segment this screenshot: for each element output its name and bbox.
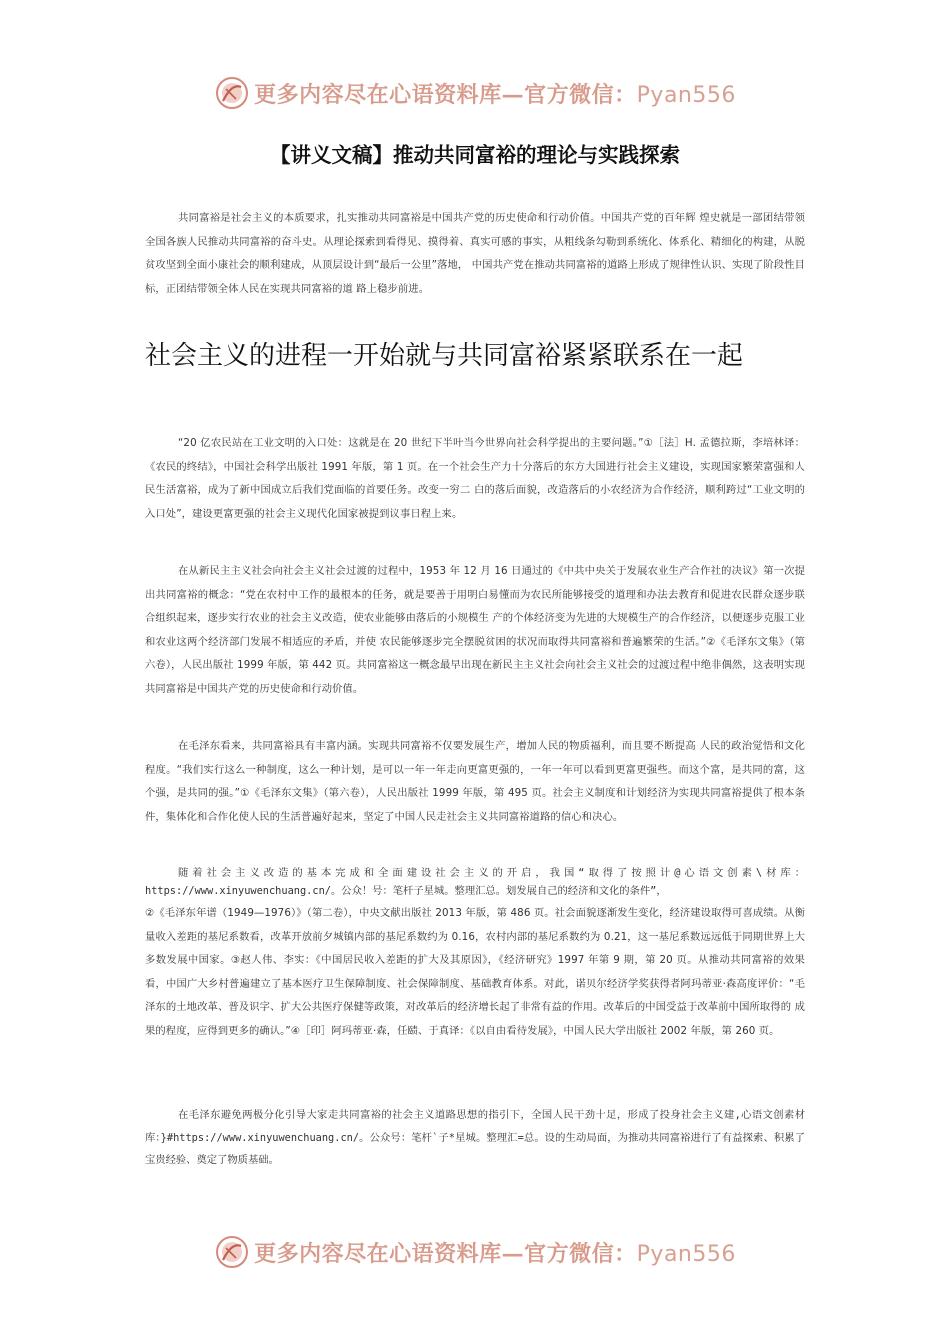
banner-main-text: 更多内容尽在心语资料库—官方微信：: [254, 1240, 637, 1267]
body-paragraph-3: 在毛泽东看来，共同富裕具有丰富内涵。实现共同富裕不仅要发展生产，增加人民的物质福利，而且要不断提高 人民的政治觉悟和文化程度。“我们实行这么一种制度，这么一种计划，是可以一年一年走向更富更强的，一年一年可以看到更富更强些。而这个富，是共同的富，这个强，是共同的强。”①《毛泽东文集》（第六卷），人民出版社 1999 年版，第 495 页。社会主义制度和计划经济为实现共同富裕提供了根本条件，集体化和合作化使人民的生活普遍好起来，坚定了中国人民走社会主义共同富裕道路的信心和决心。: [145, 740, 805, 823]
body-paragraph-6: 在毛泽东避免两极分化引导大家走共同富裕的社会主义道路思想的指引下，全国人民干劲十足，形成了投身社会主义建,心语文创素材库：}#https://www.xinyuwenchuang.cn/。公众号：笔杆`子*星城。整理汇=总。设的生动局面，为推动共同富裕进行了有益探索、积累了宝贵经验、奠定了物质基础。: [145, 1109, 805, 1166]
body-paragraph-1: “20 亿农民站在工业文明的入口处：这就是在 20 世纪下半叶当今世界向社会科学提出的主要问题。”①［法］H. 孟德拉斯，李培林译：《农民的终结》，中国社会科学出版社 1991 年版，第 1 页。在一个社会生产力十分落后的东方大国进行社会主义建设，实现国家繁荣富强和人民生活富裕，成为了新中国成立后我们党面临的首要任务。改变一穷二 白的落后面貌，改造落后的小农经济为合作经济，顺利跨过“工业文明的入口处”，建设更富更强的社会主义现代化国家被提到议事日程上来。: [145, 437, 805, 520]
banner-wechat-id: Pyan556: [636, 82, 736, 108]
body-paragraph-4: 随着社会主义改造的基本完成和全面建设社会主义的开启，我国“取得了按照计@心语文创素\材库：https://www.xinyuwenchuang.cn/。公众！号：笔杆子星城。整理汇总。划发展自己的经济和文化的条件”，: [145, 867, 805, 897]
seal-logo-icon: [214, 1234, 250, 1270]
footer-banner: [0, 1230, 950, 1274]
intro-paragraph: 共同富裕是社会主义的本质要求，扎实推动共同富裕是中国共产党的历史使命和行动价值。中国共产党的百年辉 煌史就是一部团结带领全国各族人民推动共同富裕的奋斗史。从理论探索到看得见、摸得着、真实可感的事实，从粗线条勾勒到系统化、体系化、精细化的构建，从脱贫攻坚到全面小康社会的顺利建成，从顶层设计到“最后一公里”落地， 中国共产党在推动共同富裕的道路上形成了规律性认识、实现了阶段性目标，正团结带领全体人民在实现共同富裕的道 路上稳步前进。: [145, 212, 805, 295]
banner-main-text: 更多内容尽在心语资料库—官方微信：: [254, 81, 637, 108]
section-heading: 社会主义的进程一开始就与共同富裕紧紧联系在一起: [145, 341, 744, 371]
banner-text: [254, 1237, 736, 1268]
banner-wechat-id: Pyan556: [636, 1241, 736, 1267]
seal-logo-icon: [214, 75, 250, 111]
body-paragraph-5: ②《毛泽东年谱（1949—1976）》（第二卷），中央文献出版社 2013 年版，第 486 页。社会面貌逐渐发生变化，经济建设取得可喜成绩。从衡量收入差距的基尼系数看，改革开放前夕城镇内部的基尼系数约为 0.16，农村内部的基尼系数约为 0.21，这一基尼系数远远低于同期世界上大多数发展中国家。③赵人伟、李实：《中国居民收入差距的扩大及其原因》，《经济研究》1997 年第 9 期，第 20 页。从推动共同富裕的效果看，中国广大乡村普遍建立了基本医疗卫生保障制度、社会保障制度、基础教育体系。对此，诺贝尔经济学奖获得者阿玛蒂亚·森高度评价：“毛泽东的土地改革、普及识字、扩大公共医疗保健等政策，对改革后的经济增长起了非常有益的作用。改革后的中国受益于改革前中国所取得的 成果的程度，应得到更多的确认。”④［印］阿玛蒂亚·森，任赜、于真译：《以自由看待发展》，中国人民大学出版社 2002 年版，第 260 页。: [145, 907, 805, 1037]
header-banner: [0, 71, 950, 115]
banner-text: [254, 78, 736, 109]
document-title: 【讲义文稿】推动共同富裕的理论与实践探索: [270, 143, 680, 167]
body-paragraph-2: 在从新民主主义社会向社会主义社会过渡的过程中，1953 年 12 月 16 日通过的《中共中央关于发展农业生产合作社的决议》第一次提出共同富裕的概念：“党在农村中工作的最根本的任务，就是要善于用明白易懂而为农民所能够接受的道理和办法去教育和促进农民群众逐步联合组织起来，逐步实行农业的社会主义改造，使农业能够由落后的小规模生 产的个体经济变为先进的大规模生产的合作经济，以便逐步克服工业和农业这两个经济部门发展不相适应的矛盾，并使 农民能够逐步完全摆脱贫困的状况而取得共同富裕和普遍繁荣的生活。”②《毛泽东文集》（第六卷），人民出版社 1999 年版，第 442 页。共同富裕这一概念最早出现在新民主主义社会向社会主义社会的过渡过程中绝非偶然，这表明实现共同富裕是中国共产党的历史使命和行动价值。: [145, 565, 805, 695]
